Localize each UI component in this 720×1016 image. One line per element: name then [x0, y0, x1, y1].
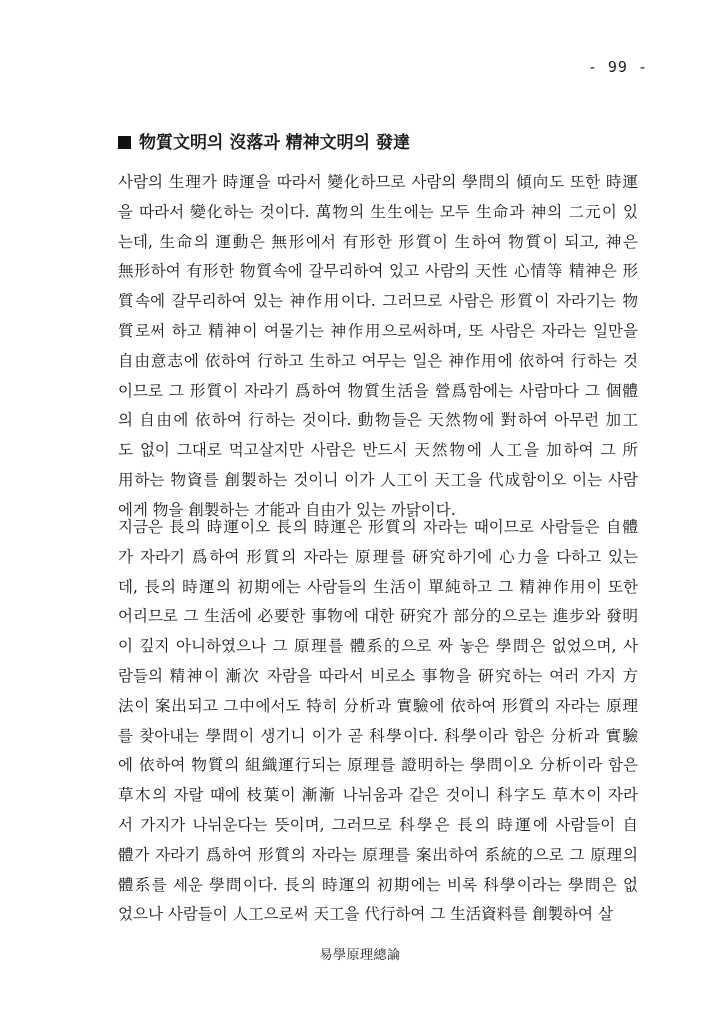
paragraph-1: [118, 168, 638, 526]
text-line: 가 자라기 爲하여 形質의 자라는 原理를 硏究하기에 心力을 다하고 있는: [118, 547, 638, 566]
text-line: 自由意志에 依하여 行하고 生하고 여무는 일은 神作用에 依하여 行하는 것: [118, 351, 638, 370]
book-title-footer: 易學原理總論: [319, 948, 401, 963]
paragraph-2: [118, 513, 638, 930]
text-line: 質속에 갈무리하여 있는 神作用이다. 그러므로 사람은 形質이 자라기는 物: [118, 292, 638, 311]
page-number: - 99 -: [587, 58, 648, 76]
text-line: 의 自由에 依하여 行하는 것이다. 動物들은 天然物에 對하여 아무런 加工: [118, 411, 638, 430]
text-line: 法이 案出되고 그中에서도 特히 分析과 實驗에 依하여 形質의 자라는 原理: [118, 696, 638, 715]
text-line: 質로써 하고 精神이 여물기는 神作用으로써하며, 또 사람은 자라는 일만을: [118, 321, 638, 340]
text-line: 이므로 그 形質이 자라기 爲하여 物質生活을 營爲함에는 사람마다 그 個體: [118, 381, 638, 400]
text-line: 를 찾아내는 學問이 생기니 이가 곧 科學이다. 科學이라 함은 分析과 實驗: [118, 726, 638, 745]
text-line: 는데, 生命의 運動은 無形에서 有形한 形質이 生하여 物質이 되고, 神은: [118, 232, 638, 251]
text-line: 서 가지가 나뉘운다는 뜻이며, 그러므로 科學은 長의 時運에 사람들이 自: [118, 815, 638, 834]
text-line: 이 깊지 아니하였으나 그 原理를 體系的으로 짜 놓은 學問은 없었으며, 사: [118, 637, 638, 656]
section-heading: [118, 128, 410, 153]
text-line: 지금은 長의 時運이오 長의 時運은 形質의 자라는 때이므로 사람들은 自體: [118, 518, 638, 536]
text-line: 에게 物을 創製하는 才能과 自由가 있는 까닭이다.: [118, 500, 456, 519]
text-line: 體系를 세운 學問이다. 長의 時運의 初期에는 비록 科學이라는 學問은 없: [118, 875, 638, 894]
text-line: 사람의 生理가 時運을 따라서 變化하므로 사람의 學問의 傾向도 또한 時運: [118, 173, 638, 191]
text-line: 었으나 사람들이 人工으로써 天工을 代行하여 그 生活資料를 創製하여 살: [118, 905, 613, 924]
text-line: 無形하여 有形한 物質속에 갈무리하여 있고 사람의 天性 心情等 精神은 形: [118, 262, 638, 281]
text-line: 어리므로 그 生活에 必要한 事物에 대한 硏究가 部分的으로는 進步와 發明: [118, 607, 638, 626]
section-heading-text: 物質文明의 沒落과 精神文明의 發達: [139, 133, 411, 153]
text-line: 람들의 精神이 漸次 자람을 따라서 비로소 事物을 硏究하는 여러 가지 方: [118, 666, 638, 685]
text-line: 體가 자라기 爲하여 形質의 자라는 原理를 案出하여 系統的으로 그 原理의: [118, 845, 638, 864]
text-line: 用하는 物資를 創製하는 것이니 이가 人工이 天工을 代成함이오 이는 사람: [118, 470, 638, 489]
square-bullet-icon: [118, 136, 131, 149]
text-line: 데, 長의 時運의 初期에는 사람들의 生活이 單純하고 그 精神作用이 또한: [118, 577, 638, 596]
text-line: 도 없이 그대로 먹고살지만 사람은 반드시 天然物에 人工을 加하여 그 所: [118, 441, 638, 460]
text-line: 草木의 자랄 때에 枝葉이 漸漸 나뉘움과 같은 것이니 科字도 草木이 자라: [118, 786, 638, 805]
text-line: 을 따라서 變化하는 것이다. 萬物의 生生에는 모두 生命과 神의 二元이 있: [118, 202, 638, 221]
text-line: 에 依하여 物質의 組織運行되는 原理를 證明하는 學問이오 分析이라 함은: [118, 756, 638, 775]
